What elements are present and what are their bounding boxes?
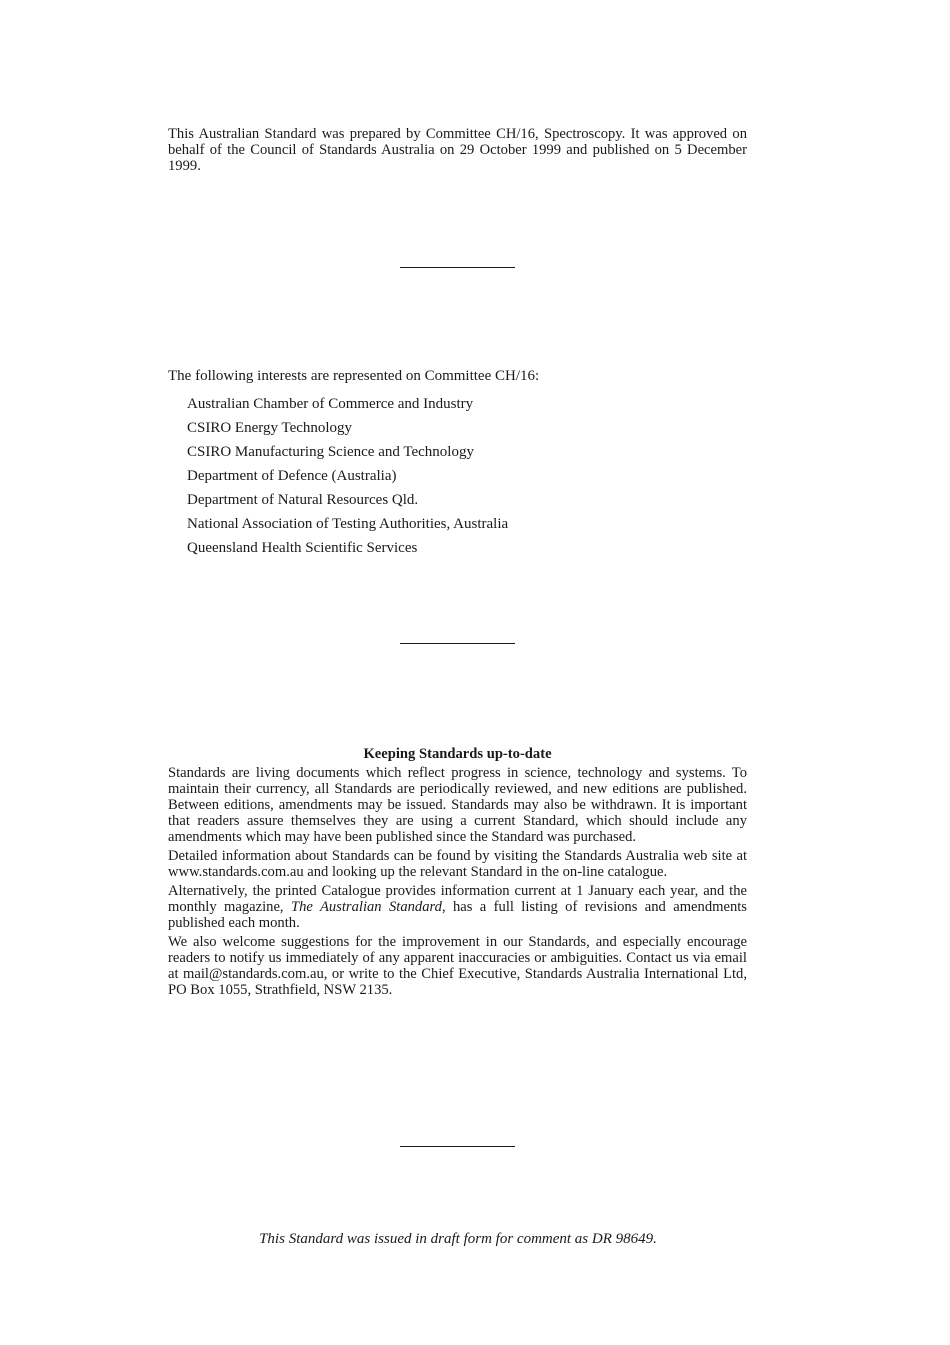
list-item: National Association of Testing Authorities, Australia [187,516,509,532]
section-heading: Keeping Standards up-to-date [363,746,552,762]
intro-paragraph: This Australian Standard was prepared by Committee CH/16, Spectroscopy. It was approved on behalf of the Council of Standards Australia on 29 October 1999 and published on 5 December 1999. [168,126,747,174]
list-item: Department of Defence (Australia) [187,468,397,484]
list-item: CSIRO Energy Technology [187,420,353,436]
list-item: Australian Chamber of Commerce and Industry [187,396,474,412]
catalogue-text-end: , has a full listing of revisions and amendments published each month. [168,899,747,931]
list-item: Department of Natural Resources Qld. [187,492,419,508]
section-divider [400,1146,515,1147]
interests-lead: The following interests are represented on Committee CH/16: [168,368,540,384]
committee-preparation-note [168,126,747,174]
paragraph-catalogue [168,883,747,931]
magazine-title: The Australian Standard [290,899,442,915]
paragraph-living-documents: Standards are living documents which reflect progress in science, technology and systems. To maintain their currency, all Standards are periodically reviewed, and new editions are published. Between editions, amendments may be issued. Standards may also be withdrawn. It is important that readers assure themselves they are using a current Standard, which should include any amendments which may have been published since the Standard was purchased. [168,765,747,845]
catalogue-text-start: Alternatively, the printed Catalogue provides information current at 1 January each year, and the monthly magazine, [168,883,747,915]
interests-list [168,392,747,560]
list-item: CSIRO Manufacturing Science and Technology [187,444,474,460]
committee-interests [168,368,747,560]
draft-note: This Standard was issued in draft form for comment as DR 98649. [259,1231,657,1247]
paragraph-feedback: We also welcome suggestions for the improvement in our Standards, and especially encourage readers to notify us immediately of any apparent inaccuracies or ambiguities. Contact us via email at mail@standards.com.au, or write to the Chief Executive, Standards Australia International Ltd, PO Box 1055, Strathfield, NSW 2135. [168,934,747,998]
paragraph-web-info: Detailed information about Standards can be found by visiting the Standards Australia web site at www.standards.com.au and looking up the relevant Standard in the on-line catalogue. [168,848,747,880]
section-divider [400,267,515,268]
section-divider [400,643,515,644]
list-item: Queensland Health Scientific Services [187,540,418,556]
keeping-standards-section [168,746,747,1001]
